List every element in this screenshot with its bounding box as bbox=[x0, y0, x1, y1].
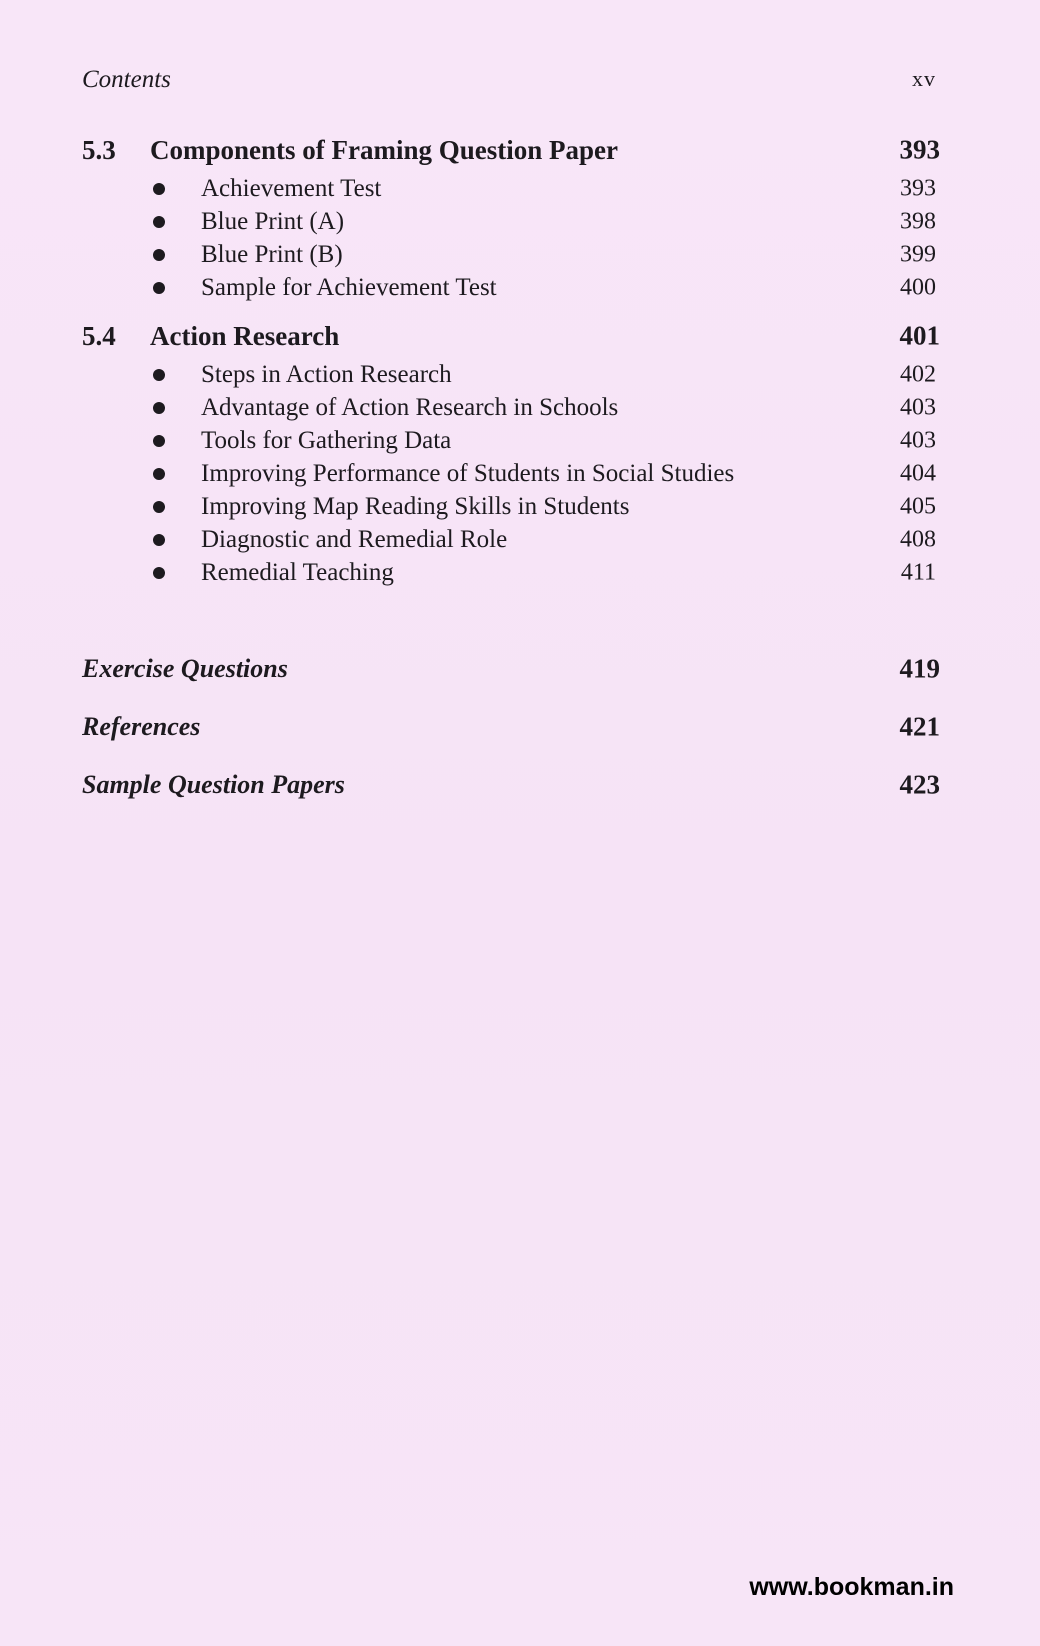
website-link[interactable]: www.bookman.in bbox=[749, 1573, 954, 1601]
bullet-icon bbox=[153, 567, 165, 579]
item-page-number: 404 bbox=[900, 460, 936, 486]
list-item bbox=[82, 172, 940, 205]
bullet-icon bbox=[153, 216, 165, 228]
item-label: Remedial Teaching bbox=[201, 558, 394, 586]
item-label: Blue Print (B) bbox=[201, 240, 343, 268]
item-page-number: 408 bbox=[900, 526, 936, 552]
bullet-icon bbox=[153, 282, 165, 294]
list-item bbox=[82, 205, 940, 238]
bullet-icon bbox=[153, 402, 165, 414]
list-item bbox=[82, 490, 940, 523]
list-item bbox=[82, 358, 940, 391]
entry-page-number: 421 bbox=[899, 711, 940, 742]
item-page-number: 399 bbox=[900, 241, 936, 267]
entry-page-number: 423 bbox=[899, 769, 940, 800]
entry-label: Exercise Questions bbox=[82, 654, 288, 683]
backmatter-list bbox=[82, 640, 940, 814]
section-title: Action Research bbox=[150, 320, 340, 351]
item-label: Improving Map Reading Skills in Students bbox=[201, 492, 630, 520]
section-number: 5.4 bbox=[82, 320, 116, 351]
section-number: 5.3 bbox=[82, 134, 116, 165]
item-page-number: 400 bbox=[900, 274, 936, 300]
item-label: Diagnostic and Remedial Role bbox=[201, 525, 508, 553]
bullet-icon bbox=[153, 501, 165, 513]
backmatter-entry-references bbox=[82, 698, 940, 756]
item-label: Advantage of Action Research in Schools bbox=[201, 393, 619, 421]
item-page-number: 403 bbox=[900, 394, 936, 420]
list-item bbox=[82, 271, 940, 304]
bullet-icon bbox=[153, 183, 165, 195]
running-head: Contents bbox=[82, 66, 171, 93]
list-item bbox=[82, 238, 940, 271]
section-page-number: 401 bbox=[899, 320, 940, 351]
bullet-icon bbox=[153, 534, 165, 546]
item-label: Sample for Achievement Test bbox=[201, 273, 497, 301]
section-title: Components of Framing Question Paper bbox=[150, 134, 618, 165]
section-items-5-3 bbox=[82, 172, 940, 304]
page-folio: xv bbox=[912, 66, 936, 91]
item-label: Improving Performance of Students in Social Studies bbox=[201, 459, 735, 487]
item-page-number: 405 bbox=[900, 493, 936, 519]
list-item bbox=[82, 424, 940, 457]
section-page-number: 393 bbox=[899, 134, 940, 165]
bullet-icon bbox=[153, 468, 165, 480]
table-of-contents bbox=[82, 128, 940, 599]
bullet-icon bbox=[153, 249, 165, 261]
item-page-number: 398 bbox=[900, 208, 936, 234]
entry-label: Sample Question Papers bbox=[82, 770, 345, 799]
backmatter-entry-exercise-questions bbox=[82, 640, 940, 698]
section-heading-5-4 bbox=[82, 314, 940, 358]
section-heading-5-3 bbox=[82, 128, 940, 172]
bullet-icon bbox=[153, 369, 165, 381]
list-item bbox=[82, 457, 940, 490]
item-label: Achievement Test bbox=[201, 174, 382, 202]
entry-page-number: 419 bbox=[899, 653, 940, 684]
section-items-5-4 bbox=[82, 358, 940, 589]
list-item bbox=[82, 556, 940, 589]
item-label: Blue Print (A) bbox=[201, 207, 345, 235]
backmatter-entry-sample-question-papers bbox=[82, 756, 940, 814]
item-label: Tools for Gathering Data bbox=[201, 426, 452, 454]
item-page-number: 393 bbox=[900, 175, 936, 201]
list-item bbox=[82, 523, 940, 556]
entry-label: References bbox=[82, 712, 201, 741]
item-page-number: 403 bbox=[900, 427, 936, 453]
item-label: Steps in Action Research bbox=[201, 360, 452, 388]
item-page-number: 402 bbox=[900, 361, 936, 387]
bullet-icon bbox=[153, 435, 165, 447]
list-item bbox=[82, 391, 940, 424]
item-page-number: 411 bbox=[900, 559, 936, 585]
